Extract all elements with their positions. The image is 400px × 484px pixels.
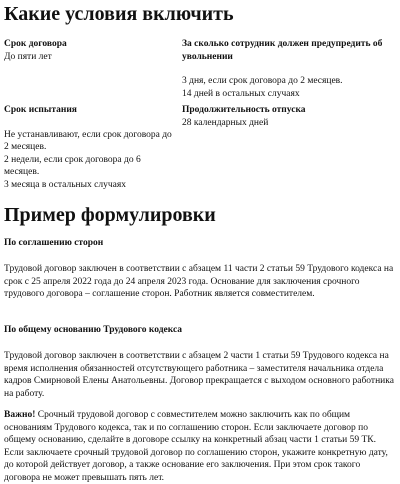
- example-heading-general: По общему основанию Трудового кодекса: [4, 325, 183, 335]
- condition-label: Продолжительность отпуска: [182, 105, 306, 115]
- condition-probation: [4, 104, 172, 191]
- condition-vacation: [182, 104, 396, 129]
- condition-value: 28 календарных дней: [182, 117, 269, 128]
- condition-notice: [182, 38, 396, 100]
- condition-value: До пяти лет: [4, 51, 52, 62]
- important-label: Важно!: [4, 410, 36, 420]
- condition-contract-term: [4, 38, 172, 63]
- condition-value: Не устанавливают, если срок договора до 2 месяцев. 2 недели, если срок договора до 6 месяцев. 3 месяца в остальных случаях: [4, 129, 172, 190]
- section-title-conditions: Какие условия включить: [4, 3, 234, 25]
- condition-label: За сколько сотрудник должен предупредить об увольнении: [182, 39, 383, 62]
- section-title-example: Пример формулировки: [4, 204, 216, 226]
- condition-value: 3 дня, если срок договора до 2 месяцев. 14 дней в остальных случаях: [182, 76, 343, 99]
- example-text-agreement: Трудовой договор заключен в соответствии с абзацем 11 части 2 статьи 59 Трудового кодекса на срок с 25 апреля 2022 года до 24 апреля 2023 года. Основание для заключения срочного трудового договора – соглашение сторон. Работник является совместителем.: [4, 264, 394, 299]
- important-text: Срочный трудовой договор с совместителем можно заключить как по общим основаниям Трудового кодекса, так и по соглашению сторон. Если заключаете договор по общему основанию, сделайте в договоре ссылку на конкретный абзац части 1 статьи 59 ТК. Если заключаете срочный трудовой договор по соглашению сторон, укажите конкретную дату, до которой действует договор, а также основание его заключения. При этом срок такого договора не может превышать пять лет.: [4, 410, 388, 483]
- example-text-general: Трудовой договор заключен в соответствии с абзацем 2 части 1 статьи 59 Трудового кодекса на время исполнения обязанностей отсутствующего работника – заместителя начальника отдела кадров Смирновой Елены Анатольевны. Договор прекращается с выходом основного работника на работу.: [4, 351, 394, 399]
- condition-label: Срок испытания: [4, 105, 77, 115]
- example-heading-agreement: По соглашению сторон: [4, 238, 104, 248]
- important-note: [4, 409, 396, 484]
- condition-label: Срок договора: [4, 39, 67, 49]
